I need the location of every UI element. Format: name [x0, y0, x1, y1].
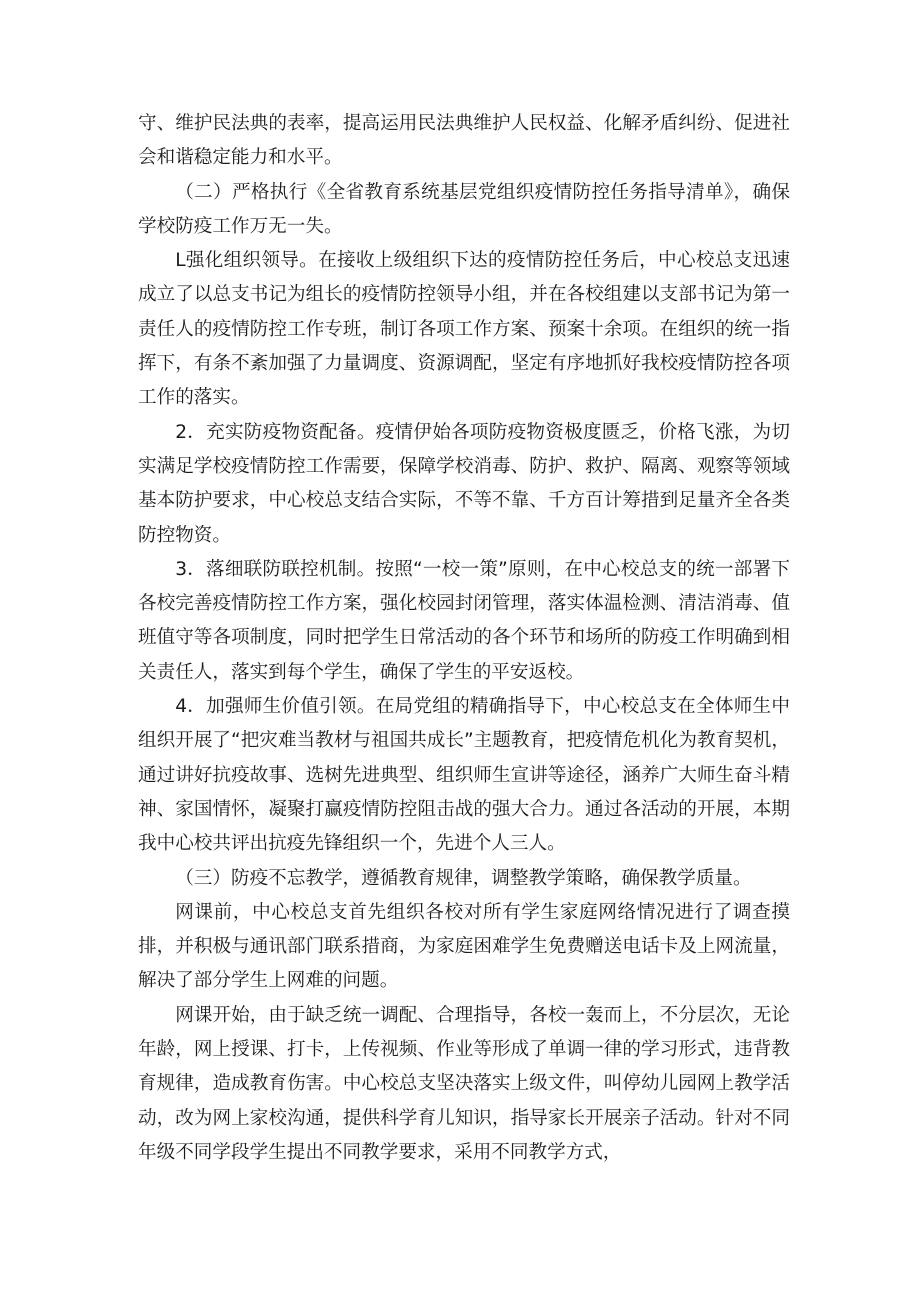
document-body	[138, 107, 790, 1170]
paragraph-4: 2．充实防疫物资配备。疫情伊始各项防疫物资极度匮乏，价格飞涨，为切实满足学校疫情防控工作需要，保障学校消毒、防护、救护、隔离、观察等领域基本防护要求，中心校总支结合实际，不等不靠、千方百计筹措到足量齐全各类防控物资。	[138, 421, 790, 546]
paragraph-2: （二）严格执行《全省教育系统基层党组织疫情防控任务指导清单》，确保学校防疫工作万无一失。	[138, 181, 790, 237]
paragraph-5: 3．落细联防联控机制。按照“一校一策”原则，在中心校总支的统一部署下各校完善疫情防控工作方案，强化校园封闭管理，落实体温检测、清洁消毒、值班值守等各项制度，同时把学生日常活动的各个环节和场所的防疫工作明确到相关责任人，落实到每个学生，确保了学生的平安返校。	[138, 558, 790, 683]
paragraph-1: 守、维护民法典的表率，提高运用民法典维护人民权益、化解矛盾纠纷、促进社会和谐稳定能力和水平。	[138, 113, 790, 169]
paragraph-6: 4．加强师生价值引领。在局党组的精确指导下，中心校总支在全体师生中组织开展了“把灾难当教材与祖国共成长”主题教育，把疫情危机化为教育契机，通过讲好抗疫故事、选树先进典型、组织师生宣讲等途径，涵养广大师生奋斗精神、家国情怀，凝聚打赢疫情防控阻击战的强大合力。通过各活动的开展，本期我中心校共评出抗疫先锋组织一个，先进个人三人。	[138, 696, 790, 855]
paragraph-8: 网课前，中心校总支首先组织各校对所有学生家庭网络情况进行了调查摸排，并积极与通讯部门联系措商，为家庭困难学生免费赠送电话卡及上网流量，解决了部分学生上网难的问题。	[138, 901, 790, 992]
paragraph-3: L强化组织领导。在接收上级组织下达的疫情防控任务后，中心校总支迅速成立了以总支书记为组长的疫情防控领导小组，并在各校组建以支部书记为第一责任人的疫情防控工作专班，制订各项工作方案、预案十余项。在组织的统一指挥下，有条不紊加强了力量调度、资源调配，坚定有序地抓好我校疫情防控各项工作的落实。	[138, 250, 790, 409]
paragraph-7: （三）防疫不忘教学，遵循教育规律，调整教学策略，确保教学质量。	[175, 867, 752, 889]
paragraph-9: 网课开始，由于缺乏统一调配、合理指导，各校一轰而上，不分层次，无论年龄，网上授课、打卡，上传视频、作业等形成了单调一律的学习形式，违背教育规律，造成教育伤害。中心校总支坚决落实上级文件，叫停幼儿园网上教学活动，改为网上家校沟通，提供科学育儿知识，指导家长开展亲子活动。针对不同年级不同学段学生提出不同教学要求，采用不同教学方式，	[138, 1004, 790, 1163]
